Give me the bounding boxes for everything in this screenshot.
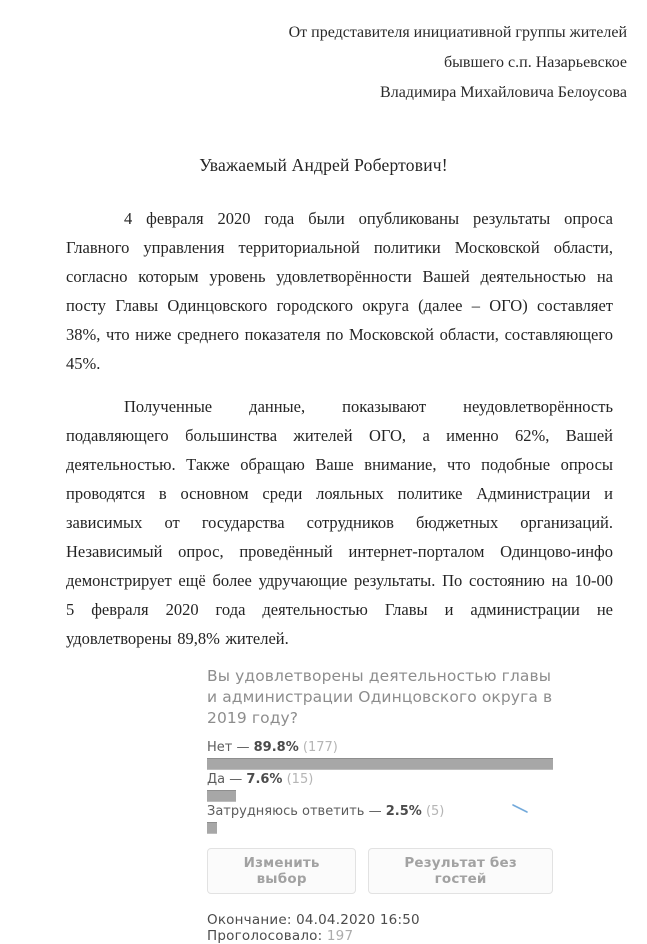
poll-voted-value: 197 (326, 928, 354, 944)
paragraph-1: 4 февраля 2020 года были опубликованы результаты опроса Главного управления территориальной политики Московской области, согласно которым уровень удовлетворённости Вашей деятельностью на посту Главы Одинцовского городского округа (далее – ОГО) составляет 38%, что ниже среднего показателя по Московской области, составляющего 45%. (66, 209, 613, 373)
poll-option-no-label (207, 740, 553, 755)
poll-options (207, 740, 553, 834)
paragraph-2: Полученные данные, показывают неудовлетворённость подавляющего большинства жителей ОГО, а именно 62%, Вашей деятельностью. Также обращаю Ваше внимание, что подобные опросы проводятся в основном среди лояльных политике Администрации и зависимых от государства сотрудников бюджетных организаций. Независимый опрос, проведённый интернет-порталом Одинцово-инфо демонстрирует ещё более удручающие результаты. По состоянию на 10-00 5 февраля 2020 года деятельностью Главы и администрации не удовлетворены 89,8% жителей. (66, 397, 613, 648)
letter-body (66, 204, 613, 653)
option-separator: — (236, 740, 250, 755)
salutation: Уважаемый Андрей Робертович! (199, 155, 448, 175)
option-name: Да (207, 772, 226, 787)
pen-stroke-mark (511, 801, 531, 815)
poll-bar-yes (207, 790, 236, 802)
poll-question: Вы удовлетворены деятельностью главы и администрации Одинцовского округа в 2019 году? (207, 667, 553, 727)
poll-screenshot (207, 666, 553, 944)
results-without-guests-button[interactable]: Результат без гостей (368, 848, 553, 894)
poll-option-undecided (207, 804, 553, 834)
sender-line-2: бывшего с.п. Назарьевское (444, 54, 627, 71)
poll-voted-label: Проголосовало: (207, 928, 323, 944)
poll-option-yes-label (207, 772, 553, 787)
poll-option-yes (207, 772, 553, 802)
sender-line-3: Владимира Михайловича Белоусова (380, 84, 627, 101)
option-count: (177) (302, 740, 338, 755)
poll-footer (207, 912, 553, 944)
option-name: Нет (207, 740, 233, 755)
option-percent: 2.5% (385, 804, 422, 819)
poll-buttons-row (207, 848, 553, 894)
poll-end-label: Окончание: (207, 912, 292, 928)
poll-option-undecided-label (207, 804, 553, 819)
poll-end-value: 04.04.2020 16:50 (296, 912, 420, 928)
option-separator: — (229, 772, 243, 787)
option-separator: — (368, 804, 382, 819)
option-name: Затрудняюсь ответить (207, 804, 365, 819)
poll-bar-undecided (207, 822, 217, 834)
change-vote-button[interactable]: Изменить выбор (207, 848, 356, 894)
poll-option-no (207, 740, 553, 770)
sender-block (0, 0, 647, 108)
option-count: (15) (286, 772, 314, 787)
option-count: (5) (425, 804, 445, 819)
option-percent: 89.8% (253, 740, 299, 755)
option-percent: 7.6% (246, 772, 283, 787)
sender-line-1: От представителя инициативной группы жителей (288, 24, 627, 41)
poll-bar-no (207, 758, 553, 770)
